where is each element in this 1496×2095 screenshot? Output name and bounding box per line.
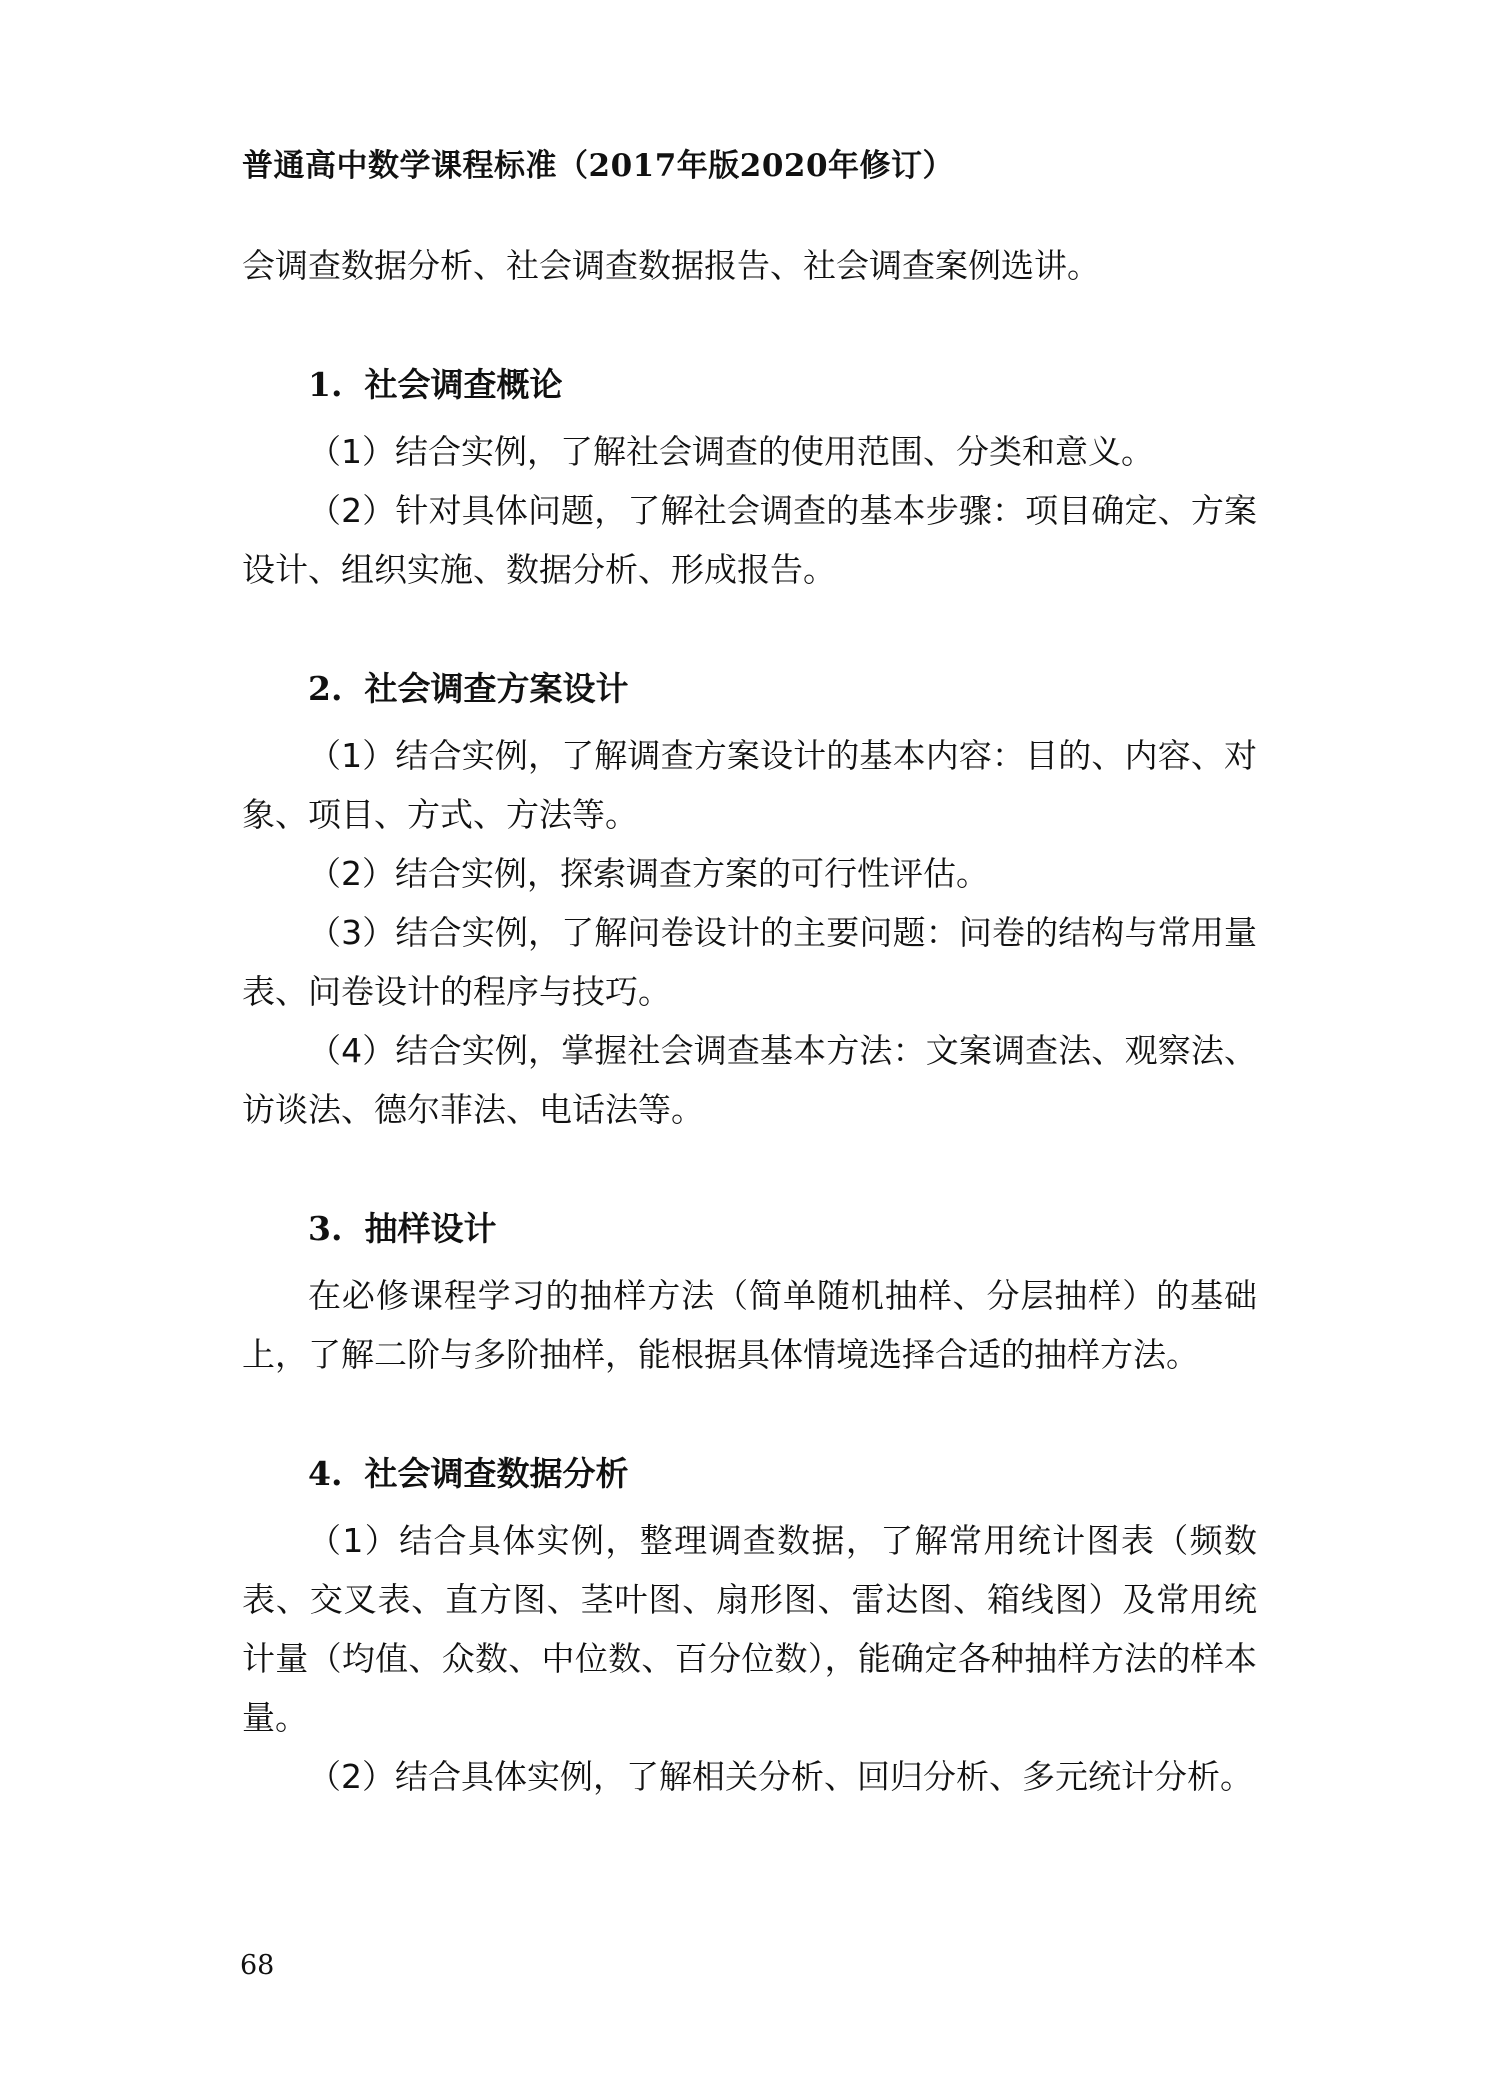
section-4 [242, 1444, 1257, 1806]
running-header: 普通高中数学课程标准（2017年版2020年修订） [242, 148, 955, 184]
section-3 [242, 1199, 1257, 1384]
section-item: （2）针对具体问题，了解社会调查的基本步骤：项目确定、方案设计、组织实施、数据分析、形成报告。 [242, 491, 1257, 589]
section-item: （1）结合实例，了解社会调查的使用范围、分类和意义。 [308, 432, 1154, 471]
section-heading [242, 659, 1257, 718]
section-item: （2）结合实例，探索调查方案的可行性评估。 [308, 854, 989, 893]
section-number: 4. [308, 1454, 343, 1493]
section-number: 3. [308, 1209, 343, 1248]
section-item: 在必修课程学习的抽样方法（简单随机抽样、分层抽样）的基础上，了解二阶与多阶抽样，能根据具体情境选择合适的抽样方法。 [242, 1276, 1257, 1374]
section-item: （3）结合实例，了解问卷设计的主要问题：问卷的结构与常用量表、问卷设计的程序与技巧。 [242, 913, 1257, 1011]
section-title: 社会调查概论 [364, 365, 563, 404]
section-item: （4）结合实例，掌握社会调查基本方法：文案调查法、观察法、访谈法、德尔菲法、电话法等。 [242, 1031, 1257, 1129]
section-1 [242, 355, 1257, 599]
section-item: （1）结合实例，了解调查方案设计的基本内容：目的、内容、对象、项目、方式、方法等。 [242, 736, 1257, 834]
section-item: （2）结合具体实例，了解相关分析、回归分析、多元统计分析。 [308, 1757, 1253, 1796]
intro-paragraph: 会调查数据分析、社会调查数据报告、社会调查案例选讲。 [242, 246, 1100, 285]
section-number: 1. [308, 365, 343, 404]
section-title: 社会调查数据分析 [364, 1454, 629, 1493]
section-title: 社会调查方案设计 [364, 669, 629, 708]
section-number: 2. [308, 669, 343, 708]
section-item: （1）结合具体实例，整理调查数据，了解常用统计图表（频数表、交叉表、直方图、茎叶图、扇形图、雷达图、箱线图）及常用统计量（均值、众数、中位数、百分位数），能确定各种抽样方法的样本量。 [242, 1521, 1257, 1737]
page-number: 68 [240, 1950, 275, 1981]
section-heading [242, 1199, 1257, 1258]
page-content [242, 236, 1257, 1806]
section-heading [242, 355, 1257, 414]
section-title: 抽样设计 [364, 1209, 497, 1248]
section-heading [242, 1444, 1257, 1503]
section-2 [242, 659, 1257, 1139]
